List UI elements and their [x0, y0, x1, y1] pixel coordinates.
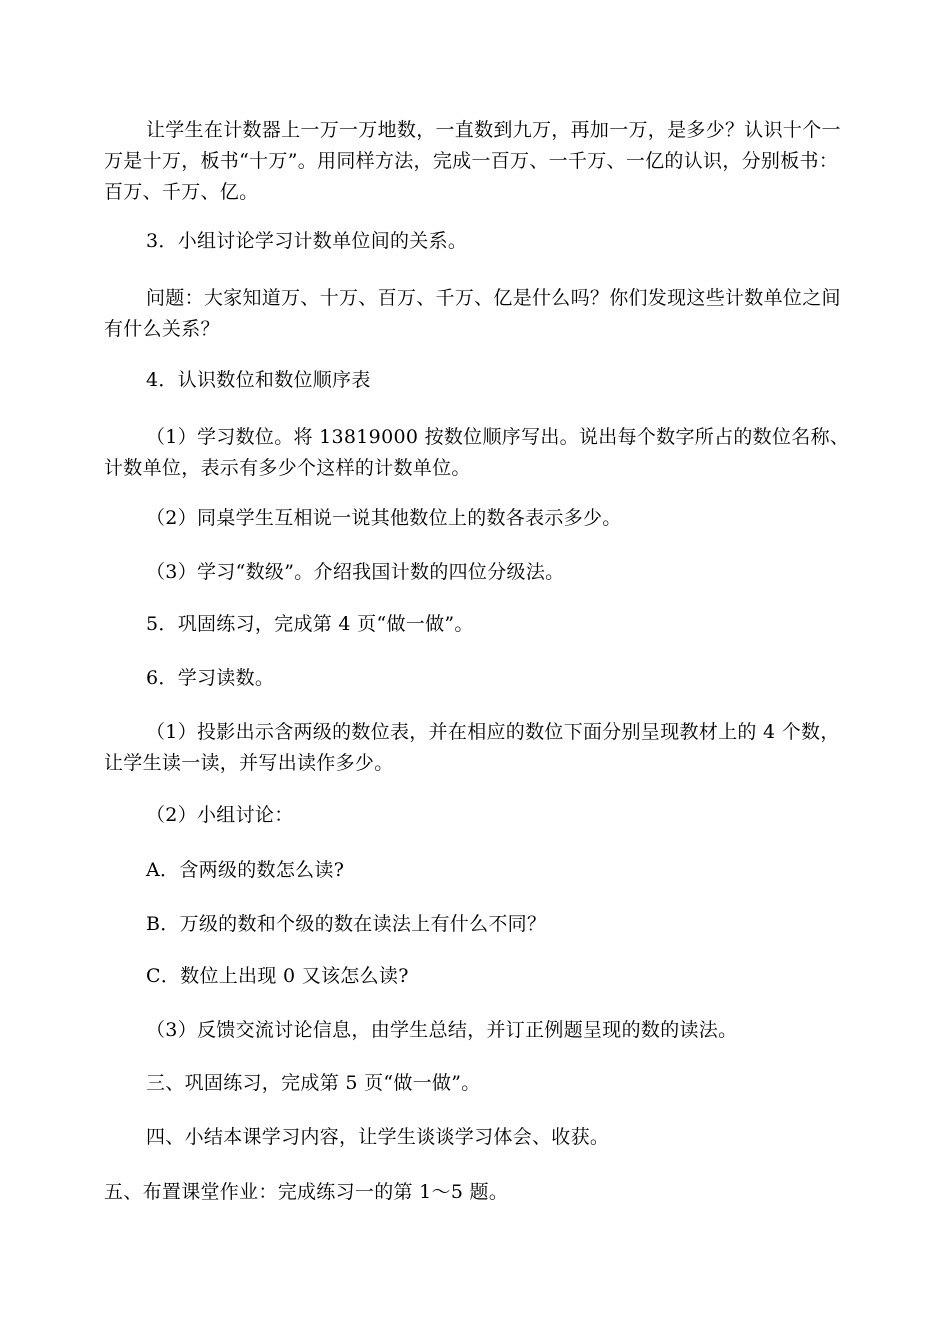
paragraph-6-2-b: B．万级的数和个级的数在读法上有什么不同？	[146, 913, 547, 935]
paragraph-section-4: 四、小结本课学习内容，让学生谈谈学习体会、收获。	[146, 1126, 610, 1148]
paragraph-step-6: 6．学习读数。	[146, 667, 275, 689]
paragraph-step-3: 3．小组讨论学习计数单位间的关系。	[146, 230, 468, 252]
paragraph-section-5: 五、布置课堂作业：完成练习一的第 1～5 题。	[104, 1181, 509, 1203]
paragraph-step-5: 5．巩固练习，完成第 4 页“做一做”。	[146, 613, 474, 635]
paragraph-section-3: 三、巩固练习，完成第 5 页“做一做”。	[146, 1072, 481, 1094]
paragraph-6-3: （3）反馈交流讨论信息，由学生总结，并订正例题呈现的数的读法。	[146, 1019, 738, 1041]
paragraph-step-4: 4．认识数位和数位顺序表	[146, 369, 371, 391]
paragraph-question: 问题：大家知道万、十万、百万、千万、亿是什么吗？你们发现这些计数单位之间有什么关系？	[104, 287, 841, 340]
paragraph-4-2: （2）同桌学生互相说一说其他数位上的数各表示多少。	[146, 507, 622, 529]
paragraph-6-2-c: C．数位上出现 0 又该怎么读?	[146, 965, 409, 987]
paragraph-6-2-a: A．含两级的数怎么读?	[146, 859, 345, 881]
paragraph-6-1: （1）投影出示含两级的数位表，并在相应的数位下面分别呈现教材上的 4 个数，让学生读一读，并写出读作多少。	[104, 721, 840, 774]
paragraph-6-2: （2）小组讨论：	[146, 804, 294, 826]
paragraph-4-1: （1）学习数位。将 13819000 按数位顺序写出。说出每个数字所占的数位名称、计数单位，表示有多少个这样的计数单位。	[104, 426, 850, 479]
paragraph-4-3: （3）学习“数级”。介绍我国计数的四位分级法。	[146, 561, 565, 583]
paragraph-counting-intro: 让学生在计数器上一万一万地数，一直数到九万，再加一万，是多少？认识十个一万是十万，板书“十万”。用同样方法，完成一百万、一千万、一亿的认识，分别板书：百万、千万、亿。	[104, 119, 841, 203]
